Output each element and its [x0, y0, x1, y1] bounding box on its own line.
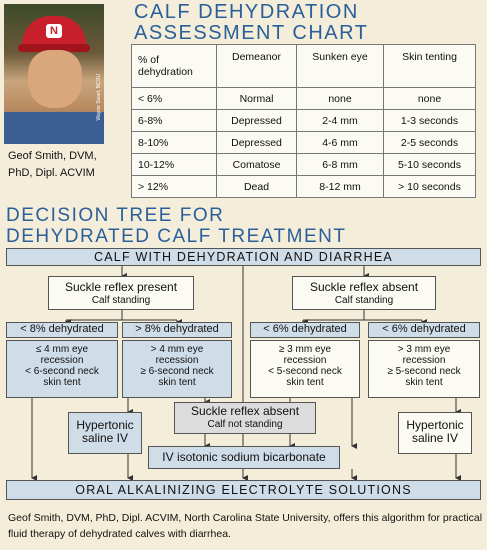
leaf-line: > 4 mm eye: [150, 344, 204, 355]
branch-subtitle: Calf standing: [91, 295, 151, 306]
tree-root: CALF WITH DEHYDRATION AND DIARRHEA: [6, 248, 481, 266]
table-cell: 1-3 seconds: [384, 110, 476, 132]
photo-caption-line-1: Geof Smith, DVM,: [8, 150, 97, 162]
leaf-line: skin tent: [43, 377, 81, 388]
leaf-line: > 3 mm eye: [397, 344, 451, 355]
table-cell: > 10 seconds: [384, 176, 476, 198]
table-cell: > 12%: [132, 176, 217, 198]
leaf-line: skin tent: [158, 377, 196, 388]
column-header: Sunken eye: [297, 45, 384, 88]
hypertonic-line: Hypertonic: [406, 418, 464, 432]
hypertonic-line: saline IV: [81, 431, 129, 445]
leaf-title: < 6% dehydrated: [250, 322, 360, 338]
table-cell: Depressed: [217, 110, 297, 132]
cap-logo: N: [46, 24, 62, 38]
leaf-title: < 6% dehydrated: [368, 322, 480, 338]
table-cell: 5-10 seconds: [384, 154, 476, 176]
leaf-title: < 8% dehydrated: [6, 322, 118, 338]
chart-title-line-1: CALF DEHYDRATION: [134, 1, 359, 23]
leaf-details: [122, 340, 232, 398]
leaf-line: ≥ 5-second neck: [387, 366, 461, 377]
column-header: Skin tenting: [384, 45, 476, 88]
footer-caption: Geof Smith, DVM, PhD, Dipl. ACVIM, North Carolina State University, offers this algorithm for practical fluid therapy of dehydrated calves with diarrhea.: [8, 512, 483, 540]
leaf-line: recession: [155, 355, 199, 366]
table-cell: 8-12 mm: [297, 176, 384, 198]
chart-title-line-2: ASSESSMENT CHART: [134, 22, 369, 44]
table-cell: Depressed: [217, 132, 297, 154]
table-cell: < 6%: [132, 88, 217, 110]
tree-final: ORAL ALKALINIZING ELECTROLYTE SOLUTIONS: [6, 480, 481, 500]
branch-title: Suckle reflex present: [64, 280, 178, 294]
bicarb-box: IV isotonic sodium bicarbonate: [148, 446, 340, 469]
table-cell: Normal: [217, 88, 297, 110]
leaf-line: < 6-second neck: [25, 366, 99, 377]
leaf-title: > 8% dehydrated: [122, 322, 232, 338]
hypertonic-saline-right: [398, 412, 472, 454]
table-cell: 2-5 seconds: [384, 132, 476, 154]
table-cell: 10-12%: [132, 154, 217, 176]
hypertonic-line: saline IV: [411, 431, 459, 445]
table-cell: 8-10%: [132, 132, 217, 154]
leaf-details: [368, 340, 480, 398]
center-subtitle: Calf not standing: [207, 419, 283, 430]
table-cell: Dead: [217, 176, 297, 198]
leaf-line: recession: [40, 355, 84, 366]
leaf-line: recession: [402, 355, 446, 366]
table-cell: 6-8%: [132, 110, 217, 132]
branch-subtitle: Calf standing: [334, 295, 394, 306]
table-cell: Comatose: [217, 154, 297, 176]
leaf-line: skin tent: [405, 377, 443, 388]
table-cell: none: [297, 88, 384, 110]
branch-title: Suckle reflex absent: [309, 280, 419, 294]
center-suckle-absent: [174, 402, 316, 434]
table-cell: 6-8 mm: [297, 154, 384, 176]
leaf-line: skin tent: [286, 377, 324, 388]
table-cell: 2-4 mm: [297, 110, 384, 132]
leaf-line: ≥ 3 mm eye: [278, 344, 332, 355]
branch-suckle-present: [48, 276, 194, 310]
photo-credit: Wayne Swart, NCSU: [96, 74, 102, 121]
tree-title-line-2: DEHYDRATED CALF TREATMENT: [6, 226, 347, 247]
table-cell: none: [384, 88, 476, 110]
hypertonic-line: Hypertonic: [76, 418, 134, 432]
photo-caption-line-2: PhD, Dipl. ACVIM: [8, 167, 95, 179]
leaf-line: ≤ 4 mm eye: [35, 344, 89, 355]
leaf-line: < 5-second neck: [268, 366, 342, 377]
tree-title-line-1: DECISION TREE FOR: [6, 205, 225, 226]
hypertonic-saline-left: [68, 412, 142, 454]
leaf-line: ≥ 6-second neck: [140, 366, 214, 377]
center-title: Suckle reflex absent: [190, 404, 300, 418]
leaf-line: recession: [283, 355, 327, 366]
leaf-details: [6, 340, 118, 398]
table-cell: 4-6 mm: [297, 132, 384, 154]
branch-suckle-absent: [292, 276, 436, 310]
leaf-details: [250, 340, 360, 398]
column-header: % of dehydration: [132, 45, 217, 88]
column-header: Demeanor: [217, 45, 297, 88]
